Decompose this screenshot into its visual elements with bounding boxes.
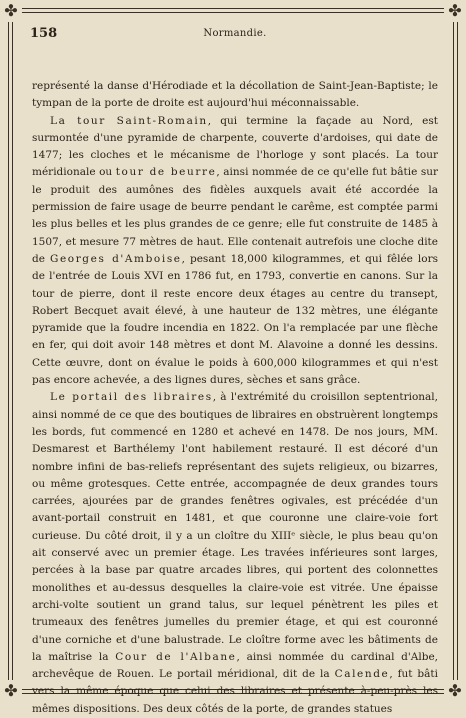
paragraph: [32, 78, 438, 113]
ornament-corner-icon: ✤: [0, 680, 22, 702]
paragraph: [32, 389, 438, 718]
ornament-corner-icon: ✤: [0, 0, 22, 22]
text-run: , fut bâti vers la même époque que celui des libraires et présente à-peu-près les mêmes dispositions. Des deux côtés de la porte, de grandes statues: [32, 668, 438, 715]
page-header: [30, 26, 440, 44]
spaced-term: Calende: [334, 668, 390, 681]
spaced-term: Le portail des libraires: [50, 391, 213, 404]
text-run: , ainsi nommée du cardinal d'Albe, archevêque de Rouen. Le portail méridional, dit de la: [32, 650, 438, 681]
text-run: , ainsi nommée de ce qu'elle fut bâtie sur le produit des aumônes des fidèles auxquels avait été accordée la permission de faire usage de beurre pendant le carême, est comptée parmi les plus belles et les plus grandes de ce genre; elle fut construite de 1485 à 1507, et mesure 77 mètres de haut. Elle contenait autrefois une cloche dite de: [32, 166, 438, 265]
spaced-term: La tour Saint-Romain: [50, 114, 208, 127]
paragraph: [32, 113, 438, 390]
spaced-term: Georges d'Amboise: [49, 252, 182, 265]
spaced-term: Cour de l'Albane: [115, 650, 237, 663]
text-run: , à l'extrémité du croisillon septentrional, ainsi nommé de ce que des boutiques de libraires en obstruèrent longtemps les bords, fut commencé en 1280 et achevé en 1478. De nos jours, MM. Desmarest et Barthélemy l'ont habilement restauré. Il est décoré d'un nombre infini de bas-reliefs représentant des sujets religieux, ou bizarres, ou même grotesques. Cette entrée, accompagnée de deux grandes tours carrées, ajourées par de grandes fenêtres ogivales, est précédée d'un avant-portail construit en 1481, et que couronne une claire-voie fort curieuse. Du côté droit, il y a un cloître du XIIIᵉ siècle, le plus beau qu'on ait conservé avec un premier étage. Les travées inférieures sont larges, percées à la base par quatre arcades libres, qui portent des colonnettes monolithes et au-dessus desquelles la claire-voie est vitrée. Une épaisse archi-volte soutient un grand talus, sur lequel pénètrent les piles et trumeaux des fenêtres jumelles du premier étage, et qui est couronné d'une corniche et d'une balustrade. Le cloître forme avec les bâtiments de la maîtrise la: [32, 391, 438, 663]
ornament-corner-icon: ✤: [444, 0, 466, 22]
text-run: représenté la danse d'Hérodiade et la décollation de Saint-Jean-Baptiste; le tympan de la porte de droite est aujourd'hui méconnaissable.: [32, 80, 438, 110]
body-text: [32, 78, 438, 718]
page-number: 158: [30, 26, 58, 41]
text-run: , qui termine la façade au Nord, est surmontée d'une pyramide de charpente, couverte d'ardoises, qui date de 1477; les cloches et le mécanisme de l'horloge y sont placés. La tour méridionale ou: [32, 114, 438, 179]
text-run: , pesant 18,000 kilogrammes, et qui fêlée lors de l'entrée de Louis XVI en 1786 fut, en 1793, convertie en canons. Sur la tour de pierre, dont il reste encore deux étages au centre du transept, Robert Becquet avait élevé, à une hauteur de 132 mètres, une élégante pyramide que la foudre incendia en 1822. On l'a remplacée par une flèche en fer, qui doit avoir 148 mètres et dont M. Alavoine a donné les dessins. Cette œuvre, dont on évalue le poids à 600,000 kilogrammes et qui n'est pas encore achevée, a des lignes dures, sèches et sans grâce.: [32, 252, 438, 387]
spaced-term: tour de beurre: [115, 166, 217, 179]
ornament-corner-icon: ✤: [444, 680, 466, 702]
running-title: Normandie.: [203, 28, 267, 39]
